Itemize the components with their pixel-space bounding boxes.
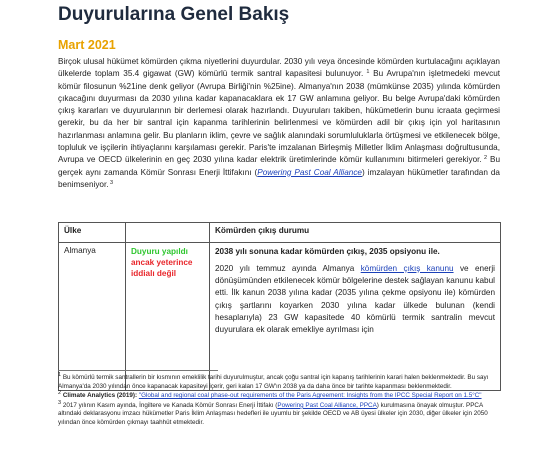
footnote-1 [58,374,502,391]
footnote-3 [58,399,502,428]
intro-text-1: Birçok ulusal hükümet kömürden çıkma niyetlerini duyurdular. 2030 yılı veya öncesinde kömürden kurtulacağını açıklayan ülkelerde toplam 35.4 gigawat (GW) kömürlü termik santral kapasitesi bulunuyor. [58,57,500,79]
country-cell: Almanya [59,243,126,391]
footnote-2-source: Climate Analytics (2019): [62,392,138,400]
footnote-ref-2[interactable]: 2 [483,155,488,162]
intro-text-4: ) imzalayan hükümetler tarafından da benimseniyor. [58,167,500,189]
detail-text-2: ve enerji dönüşümünden etkilenecek kömür bölgelerine destek sağlayan kanunu kabul etti. İlk kanun 2038 yılına kadar (2035 yılına çekme opsiyonu ile) kömürden çıkış şartlarını koyarken 2030 yılına kadar ülkede bulunan (kendi hesaplarıyla) 23 GW kapasitede 40 kömürlü termik santralin mevcut duyurulara ek olarak emekliye ayrılması için [215,264,495,335]
coal-exit-law-link[interactable]: kömürden çıkış kanunu [360,264,454,273]
footnote-2-number: 2 [58,390,62,397]
ppca-link[interactable]: Powering Past Coal Alliance [257,167,362,177]
footnote-3-link[interactable]: Powering Past Coal Alliance, PPCA [277,401,377,409]
footnotes [58,374,502,429]
intro-text-3: Bu gerçek aynı zamanda Kömür Sonrası Enerji İttifakını ( [58,155,501,177]
exit-detail [215,263,495,387]
header-status [126,223,210,243]
footnote-2 [58,392,502,401]
intro-text-2: Bu Avrupa'nın işletmedeki mevcut kömür filosunun %21ine denk geliyor (Avrupa Birliği'nin %25ine). Almanya'nın 2038 (mümkünse 2035) yılında kömürden çıkacağını duyurması da 2030 yılına kadar kapanacaklara ek 17 GW anlamına geliyor. Bu belge Avrupa'daki kömürden çıkış kararları ve duyurularının bir derlemesi olarak hazırlandı. Duyuruları takiben, hükümetlerin bunu icraata geçirmesi gerekir, bu da her bir santral için kapanma tarihlerinin belirlenmesi ve kömürden adil bir çıkış için yol haritasının hazırlanması anlamına gelir. Bu planların iklim, çevre ve sağlık alanındaki sorumluluklarla örtüşmesi ve etkilenecek bölge, topluluk ve işçilerin ihtiyaçlarını karşılaması gerekir. Paris'te imzalanan Birleşmiş Milletler İklim Anlaşması doğrultusunda, Avrupa ve OECD ülkelerinin en geç 2030 yılına kadar elektrik üretimlerinde kömür kullanımını bitirmeleri gerekiyor. [58,69,501,165]
detail-text-1: 2020 yılı temmuz ayında Almanya [215,264,361,273]
table-header-row [59,223,501,243]
footnote-2-link[interactable]: "Global and regional coal phase-out requirements of the Paris Agreement: Insights from the IPCC Special Report on 1.5°C" [138,392,482,400]
header-country: Ülke [59,223,126,243]
status-announced: Duyuru yapıldı [131,247,188,256]
footnote-3-text-1: 2017 yılının Kasım ayında, İngiltere ve Kanada Kömür Sonrası Enerji İttifakı ( [62,401,278,409]
exit-summary: 2038 yılı sonuna kadar kömürden çıkış, 2035 opsiyonu ile. [215,247,440,256]
status-insufficient: ancak yeterince iddialı değil [131,258,193,278]
page-title: Duyurularına Genel Bakış [58,4,290,25]
header-exit-status: Kömürden çıkış durumu [210,223,501,243]
intro-paragraph [58,56,500,191]
document-date: Mart 2021 [58,38,116,52]
footnote-ref-3[interactable]: 3 [110,179,114,186]
footnote-ref-1[interactable]: 1 [366,69,370,76]
footnote-3-number: 3 [58,399,62,406]
footnote-divider [58,370,218,371]
coal-exit-table [58,222,501,391]
footnote-3-text-2: ) kurulmasına önayak olmuştur. PPCA altındaki deklarasyonu imzacı hükümetler Paris İklim Anlaşması hedefleri ile uyumlu bir şekilde OECD ve AB üyesi ülkeler için 2030, diğer ülkeler için 2050 yılından önce kömürden çıkmayı taahhüt etmektedir. [58,401,488,426]
table-row [59,243,501,391]
footnote-1-text: Bu kömürlü termik santrallerin bir kısmının emeklilik tarihi duyurulmuştur, ancak çoğu santral için kapanış tarihlerinin karari halen beklenmektedir. Bu sayı Almanya'da 2030 yılından önce kapanacak kapasiteyi içerir, geri kalan 17 GW'ın 2038 ya da daha önce bir tarihte kapanması beklenmektedir. [58,374,489,390]
status-cell [126,243,210,391]
exit-detail-cell [210,243,501,391]
footnote-1-number: 1 [58,372,62,378]
